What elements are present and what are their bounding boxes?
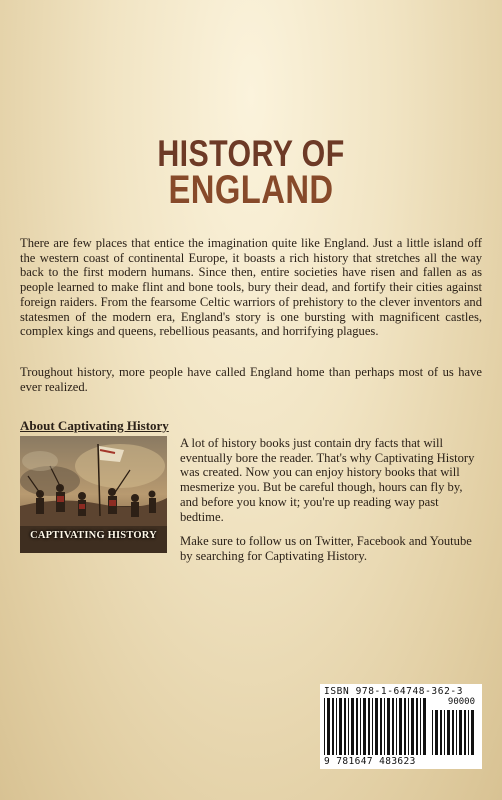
barcode-number: 9 781647 483623 [324, 756, 416, 767]
barcode-bar [360, 698, 361, 755]
publisher-thumbnail [20, 436, 167, 553]
barcode-bar [348, 698, 349, 755]
barcode-bar [464, 710, 466, 755]
barcode-bar [384, 698, 385, 755]
barcode-bar [399, 698, 402, 755]
barcode-bar [380, 698, 382, 755]
blurb-paragraph-1: There are few places that entice the imagination quite like England. Just a little island off the western coast of continental Europe, it boasts a rich history that stretches all the way back to the first modern humans. Since then, entire societies have risen and fallen as as people learned to make flint and bone tools, bury their dead, and fortify their cities against foreign raiders. From the fearsome Celtic warriors of prehistory to the clever inventors and statesmen of the modern era, England's story is one bursting with magnificent castles, complex kings and queens, rebellious peasants, and horrifying plagues. [20, 236, 482, 339]
barcode-bar [423, 698, 426, 755]
blurb-paragraph-2: Troughout history, more people have called England home than perhaps most of us have ever realized. [20, 365, 482, 394]
barcode-addon-bars [432, 710, 476, 768]
barcode-bar [432, 710, 433, 755]
barcode-bar [411, 698, 414, 755]
barcode-bar [363, 698, 366, 755]
barcode-bar [420, 698, 421, 755]
book-title-line2: ENGLAND [168, 168, 334, 212]
barcode-addon-number: 90000 [447, 697, 475, 707]
barcode-bar [456, 710, 457, 755]
barcode-bar [339, 698, 342, 755]
barcode-bar [408, 698, 409, 755]
barcode-bars [324, 698, 428, 758]
barcode-bar [351, 698, 354, 755]
barcode-bar [392, 698, 394, 755]
barcode-bar [324, 698, 325, 755]
about-paragraph-2: Make sure to follow us on Twitter, Facebook and Youtube by searching for Captivating History. [180, 534, 472, 563]
barcode-bar [375, 698, 378, 755]
barcode-bar [471, 710, 474, 755]
barcode-bar [387, 698, 390, 755]
barcode-bar [447, 710, 450, 755]
barcode-bar [435, 710, 438, 755]
barcode-bar [468, 710, 469, 755]
barcode-bar [356, 698, 358, 755]
barcode-bar [368, 698, 370, 755]
barcode-bar [444, 710, 445, 755]
about-paragraph-1: A lot of history books just contain dry facts that will eventually bore the reader. That's why Captivating History was created. Now you can enjoy history books that will mesmerize you. But be careful though, hours can fly by, and before you know it; you're up reading way past bedtime. [180, 436, 475, 524]
barcode-bar [327, 698, 330, 755]
isbn-text: ISBN 978-1-64748-362-3 [324, 686, 464, 697]
barcode-bar [416, 698, 418, 755]
barcode-bar [372, 698, 373, 755]
barcode-bar [336, 698, 337, 755]
isbn-barcode [320, 684, 482, 769]
barcode-bar [452, 710, 454, 755]
barcode-bar [344, 698, 346, 755]
about-heading: About Captivating History [20, 418, 169, 433]
publisher-logo-label: CAPTIVATING HISTORY [30, 530, 157, 541]
book-title-line1: HISTORY OF [157, 133, 345, 174]
barcode-bar [404, 698, 406, 755]
barcode-bar [459, 710, 462, 755]
barcode-bar [332, 698, 334, 755]
barcode-bar [396, 698, 397, 755]
barcode-bar [440, 710, 442, 755]
